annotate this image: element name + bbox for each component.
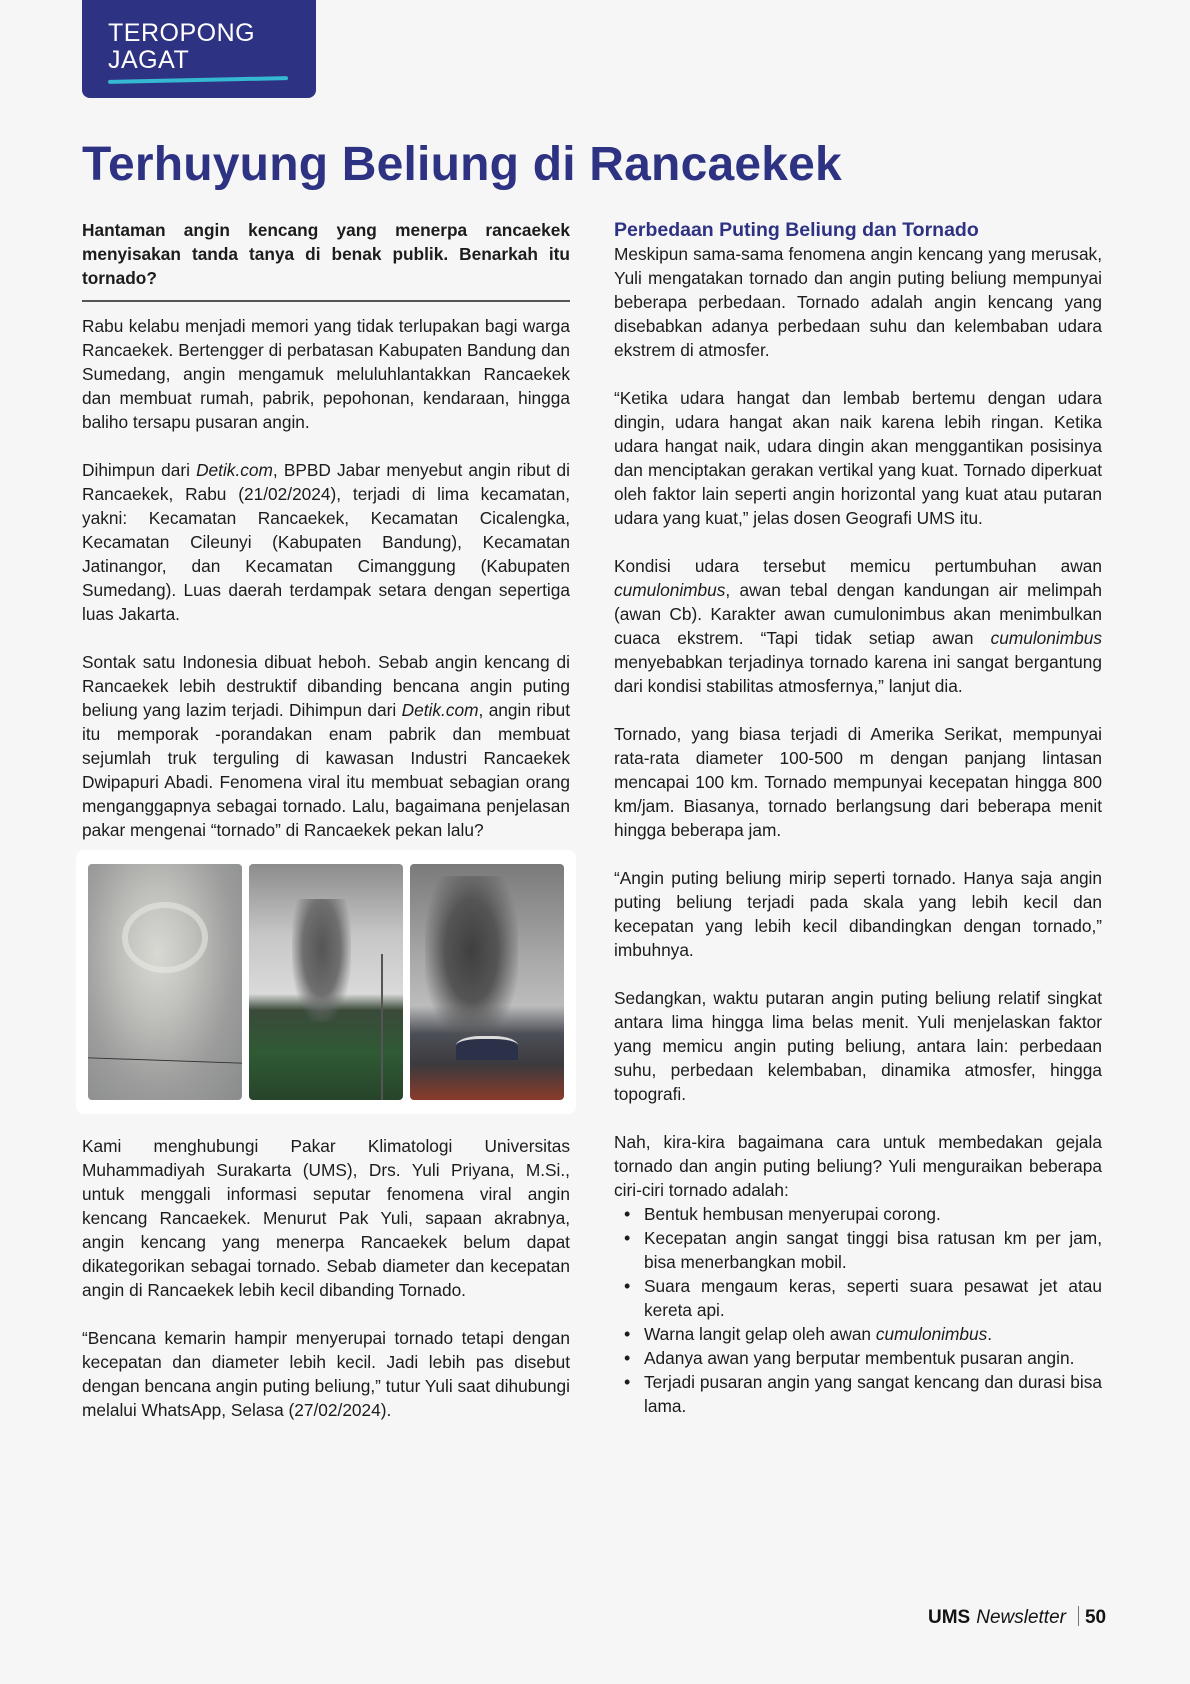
text: Kondisi udara tersebut memicu pertumbuhan awan — [614, 556, 1102, 576]
article-title: Terhuyung Beliung di Rancaekek — [82, 138, 842, 191]
page-number: 50 — [1084, 1607, 1107, 1628]
power-line — [88, 1057, 242, 1063]
section-badge — [82, 0, 316, 98]
tornado-photo-1 — [88, 864, 242, 1100]
paragraph — [82, 650, 570, 842]
text: Warna langit gelap oleh awan — [644, 1324, 876, 1344]
tornado-funnel — [425, 876, 517, 1041]
list-item: • Kecepatan angin sangat tinggi bisa ratusan km per jam, bisa menerbangkan mobil. — [614, 1226, 1102, 1274]
emphasis: cumulonimbus — [990, 628, 1102, 648]
footer-brand: UMS — [928, 1607, 971, 1628]
text: menyebabkan terjadinya tornado karena ini sangat bergantung dari kondisi stabilitas atmosfernya,” lanjut dia. — [614, 652, 1102, 696]
text: . — [987, 1324, 993, 1344]
text: , BPBD Jabar menyebut angin ribut di Rancaekek, Rabu (21/02/2024), terjadi di lima kecamatan, yakni: Kecamatan Rancaekek, Kecamatan Cicalengka, Kecamatan Cileunyi (Kabupaten Bandung), Kecamatan Jatinangor, dan Kecamatan Cimanggung (Kabupaten Sumedang). Luas daerah terdampak setara dengan sepertiga luas Jakarta. — [82, 460, 571, 624]
photo-strip — [76, 850, 576, 1114]
factory-building — [456, 1036, 518, 1060]
paragraph: Meskipun sama-sama fenomena angin kencang yang merusak, Yuli mengatakan tornado dan angin puting beliung mempunyai beberapa perbedaan. Tornado adalah angin kencang yang disebabkan adanya perbedaan suhu dan kelembaban udara ekstrem di atmosfer. — [614, 244, 1102, 360]
page-footer — [928, 1606, 1106, 1630]
paragraph: Nah, kira-kira bagaimana cara untuk membedakan gejala tornado dan angin puting beliung? Yuli menguraikan beberapa ciri-ciri tornado adalah: — [614, 1132, 1102, 1200]
section-badge-line2: JAGAT — [108, 46, 190, 74]
paragraph — [82, 458, 570, 626]
lead-divider — [82, 300, 570, 302]
paragraph: Rabu kelabu menjadi memori yang tidak terlupakan bagi warga Rancaekek. Bertengger di perbatasan Kabupaten Bandung dan Sumedang, angin mengamuk meluluhlantakkan Rancaekek dan membuat rumah, pabrik, pepohonan, kendaraan, hingga baliho tersapu pusaran angin. — [82, 316, 570, 432]
footer-publication: Newsletter — [976, 1607, 1066, 1628]
text: Dihimpun dari — [82, 460, 197, 480]
paragraph — [614, 554, 1102, 698]
list-item: • Suara mengaum keras, seperti suara pesawat jet atau kereta api. — [614, 1274, 1102, 1322]
section-badge-line1: TEROPONG — [108, 19, 256, 47]
source-name: Detik.com — [196, 460, 273, 480]
text: Sontak satu Indonesia dibuat heboh. Sebab angin kencang di Rancaekek lebih destruktif dibanding bencana angin puting beliung yang lazim terjadi. Dihimpun dari — [82, 652, 570, 720]
source-name: Detik.com — [401, 700, 479, 720]
list-item — [614, 1322, 1102, 1346]
text: , angin ribut itu memporak -porandakan enam pabrik dan membuat sejumlah truk terguling di kawasan Industri Rancaekek Dwipapuri Abadi. Fenomena viral itu membuat sebagian orang menganggapnya sebagai tornado. Lalu, bagaimana penjelasan pakar mengenai “tornado” di Rancaekek pekan lalu? — [82, 700, 570, 840]
paragraph: “Bencana kemarin hampir menyerupai tornado tetapi dengan kecepatan dan diameter lebih kecil. Jadi lebih pas disebut dengan bencana angin puting beliung,” tutur Yuli saat dihubungi melalui WhatsApp, Selasa (27/02/2024). — [82, 1328, 570, 1420]
paragraph: Sedangkan, waktu putaran angin puting beliung relatif singkat antara lima hingga lima belas menit. Yuli menjelaskan faktor yang memicu angin puting beliung, antara lain: perbedaan suhu, perbedaan kelembaban, dinamika atmosfer, hingga topografi. — [614, 988, 1102, 1104]
tornado-photo-2 — [249, 864, 403, 1100]
left-column — [82, 218, 570, 1422]
section-subheading: Perbedaan Puting Beliung dan Tornado — [614, 219, 979, 241]
cloud-vortex-ring — [122, 902, 208, 973]
swoosh-underline-icon — [108, 76, 288, 84]
street-lamp-pole — [381, 954, 383, 1100]
list-item: • Terjadi pusaran angin yang sangat kencang dan durasi bisa lama. — [614, 1370, 1102, 1418]
tornado-funnel — [292, 899, 351, 1022]
text: , awan tebal dengan kandungan air melimpah (awan Cb). Karakter awan cumulonimbus akan menimbulkan cuaca ekstrem. “Tapi tidak setiap awan — [614, 580, 1102, 648]
emphasis: cumulonimbus — [614, 580, 726, 600]
footer-divider — [1078, 1606, 1079, 1626]
paragraph: Kami menghubungi Pakar Klimatologi Universitas Muhammadiyah Surakarta (UMS), Drs. Yuli Priyana, M.Si., untuk menggali informasi seputar fenomena viral angin kencang Rancaekek. Menurut Pak Yuli, sapaan akrabnya, angin kencang yang menerpa Rancaekek belum dapat dikategorikan sebagai tornado. Sebab diameter dan kecepatan angin di Rancaekek lebih kecil dibanding Tornado. — [82, 1136, 570, 1300]
right-column — [614, 218, 1102, 1418]
tornado-photo-3 — [410, 864, 564, 1100]
paragraph: “Ketika udara hangat dan lembab bertemu dengan udara dingin, udara hangat akan naik karena lebih ringan. Ketika udara hangat naik, udara dingin akan menggantikan posisinya dan menciptakan gerakan vertikal yang kuat. Tornado diperkuat oleh faktor lain seperti angin horizontal yang kuat atau putaran udara yang kuat,” jelas dosen Geografi UMS itu. — [614, 388, 1102, 528]
emphasis: cumulonimbus — [875, 1324, 988, 1344]
list-item: • Adanya awan yang berputar membentuk pusaran angin. — [614, 1346, 1102, 1370]
paragraph: “Angin puting beliung mirip seperti tornado. Hanya saja angin puting beliung terjadi pada skala yang lebih kecil dan kecepatan yang lebih kecil dibandingkan dengan tornado,” imbuhnya. — [614, 868, 1102, 960]
paragraph: Tornado, yang biasa terjadi di Amerika Serikat, mempunyai rata-rata diameter 100-500 m dengan panjang lintasan mencapai 100 km. Tornado mempunyai kecepatan hingga 800 km/jam. Biasanya, tornado berlangsung dari beberapa menit hingga beberapa jam. — [614, 724, 1102, 840]
list-item: • Bentuk hembusan menyerupai corong. — [614, 1202, 1102, 1226]
article-lead: Hantaman angin kencang yang menerpa rancaekek menyisakan tanda tanya di benak publik. Benarkah itu tornado? — [82, 220, 570, 288]
tornado-characteristics-list — [614, 1202, 1102, 1418]
